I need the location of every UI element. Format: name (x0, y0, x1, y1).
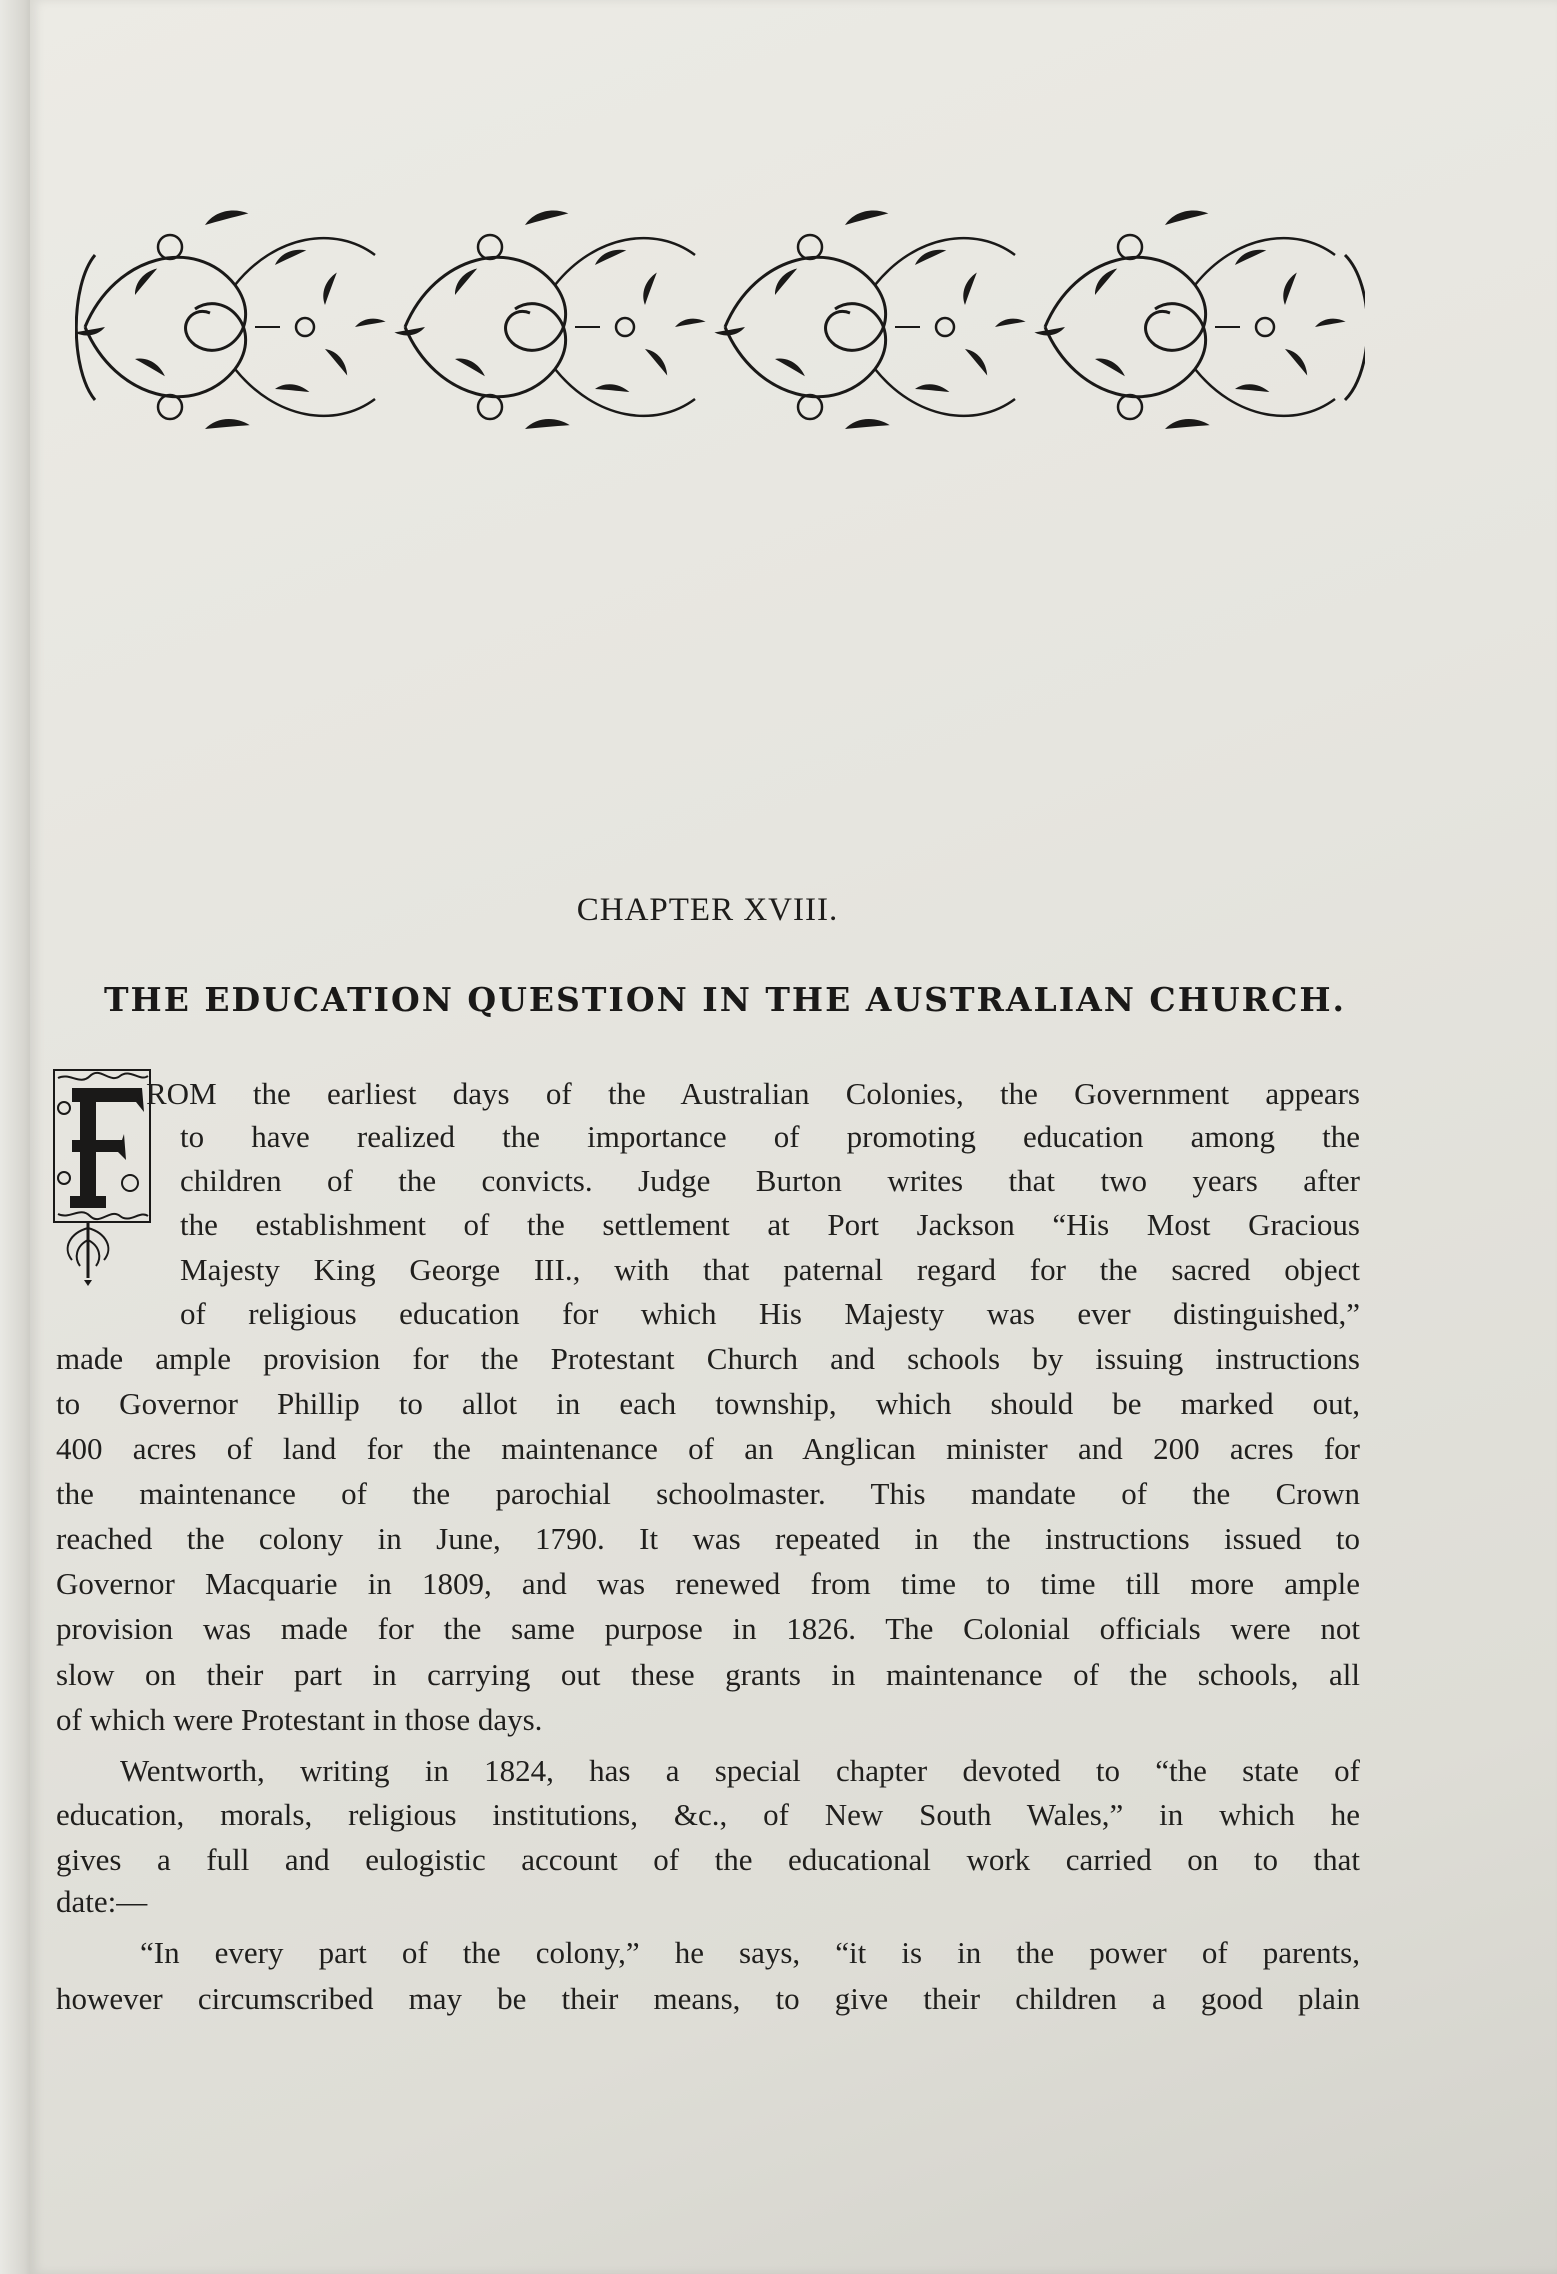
chapter-title: THE EDUCATION QUESTION IN THE AUSTRALIAN CHURCH. (103, 980, 1347, 1019)
drop-cap-f (50, 1068, 154, 1288)
text-line: the maintenance of the parochial schoolmaster. This mandate of the Crown (56, 1476, 1360, 1511)
book-page (30, 0, 1557, 2274)
text-line: to have realized the importance of promoting education among the (180, 1119, 1360, 1154)
ornamental-headpiece (75, 195, 1365, 460)
text-line: to Governor Phillip to allot in each township, which should be marked out, (56, 1386, 1360, 1421)
text-line: “In every part of the colony,” he says, “it is in the power of parents, (140, 1935, 1360, 1970)
text-line: Governor Macquarie in 1809, and was renewed from time to time till more ample (56, 1566, 1360, 1601)
text-line: Wentworth, writing in 1824, has a special chapter devoted to “the state of (120, 1753, 1360, 1788)
text-line: the establishment of the settlement at Port Jackson “His Most Gracious (180, 1207, 1360, 1242)
text-line: children of the convicts. Judge Burton writes that two years after (180, 1163, 1360, 1198)
text-line: slow on their part in carrying out these grants in maintenance of the schools, all (56, 1657, 1360, 1692)
chapter-number: CHAPTER XVIII. (576, 892, 839, 928)
text-line: of religious education for which His Majesty was ever distinguished,” (180, 1296, 1360, 1331)
text-line: made ample provision for the Protestant Church and schools by issuing instructions (56, 1341, 1360, 1376)
text-line: date:— (56, 1884, 148, 1919)
text-line: ROM the earliest days of the Australian Colonies, the Government appears (146, 1076, 1360, 1111)
text-line: education, morals, religious institutions, &c., of New South Wales,” in which he (56, 1797, 1360, 1832)
text-line: gives a full and eulogistic account of the educational work carried on to that (56, 1842, 1360, 1877)
text-line: Majesty King George III., with that paternal regard for the sacred object (180, 1252, 1360, 1287)
text-line: 400 acres of land for the maintenance of an Anglican minister and 200 acres for (56, 1431, 1360, 1466)
text-line: provision was made for the same purpose in 1826. The Colonial officials were not (56, 1611, 1360, 1646)
text-line: reached the colony in June, 1790. It was repeated in the instructions issued to (56, 1521, 1360, 1556)
text-line: of which were Protestant in those days. (56, 1702, 543, 1737)
text-line: however circumscribed may be their means, to give their children a good plain (56, 1981, 1360, 2016)
